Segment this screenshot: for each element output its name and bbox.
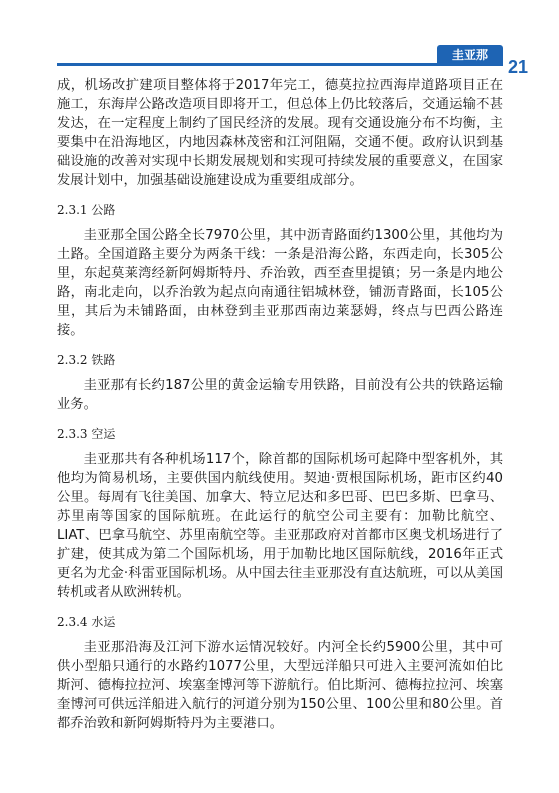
paragraph-road: 圭亚那全国公路全长7970公里，其中沥青路面约1300公里，其他均为土路。全国道路主要分为两条干线：一条是沿海公路，东西走向，长305公里，东起莫莱湾经新阿姆斯特丹、乔治敦，西至查里提镇；另一条是内地公路，南北走向，以乔治敦为起点向南通往铝城林登，铺沥青路面，长105公里，其后为未铺路面，由林登到圭亚那西南边莱瑟姆，终点与巴西公路连接。 <box>57 228 503 338</box>
page-number: 21 <box>508 57 529 77</box>
section-heading-water: 2.3.4 水运 <box>57 615 116 629</box>
section-heading-road: 2.3.1 公路 <box>57 203 116 217</box>
page-content <box>57 76 503 733</box>
paragraph-water: 圭亚那沿海及江河下游水运情况较好。内河全长约5900公里，其中可供小型船只通行的水路约1077公里，大型远洋船只可进入主要河流如伯比斯河、德梅拉拉河、埃塞奎博河等下游航行。伯比斯河、德梅拉拉河、埃塞奎博河可供远洋船进入航行的河道分别为150公里、100公里和80公里。首都乔治敦和新阿姆斯特丹为主要港口。 <box>57 640 503 731</box>
paragraph-rail: 圭亚那有长约187公里的黄金运输专用铁路，目前没有公共的铁路运输业务。 <box>57 378 503 412</box>
paragraph-intro-continued: 成，机场改扩建项目整体将于2017年完工，德莫拉拉西海岸道路项目正在施工，东海岸公路改造项目即将开工，但总体上仍比较落后，交通运输不甚发达，在一定程度上制约了国民经济的发展。现有交通设施分布不均衡，主要集中在沿海地区，内地因森林茂密和江河阻隔，交通不便。政府认识到基础设施的改善对实现中长期发展规划和实现可持续发展的重要意义，在国家发展计划中，加强基础设施建设成为重要组成部分。 <box>57 78 503 188</box>
section-heading-air: 2.3.3 空运 <box>57 427 116 441</box>
section-heading-rail: 2.3.2 铁路 <box>57 353 116 367</box>
paragraph-air: 圭亚那共有各种机场117个，除首都的国际机场可起降中型客机外，其他均为简易机场，主要供国内航线使用。契迪·贾根国际机场，距市区约40公里。每周有飞往美国、加拿大、特立尼达和多巴哥、巴巴多斯、巴拿马、苏里南等国家的国际航班。在此运行的航空公司主要有：加勒比航空、LIAT、巴拿马航空、苏里南航空等。圭亚那政府对首都市区奥戈机场进行了扩建，使其成为第二个国际机场，用于加勒比地区国际航线，2016年正式更名为尤金·科雷亚国际机场。从中国去往圭亚那没有直达航班，可以从美国转机或者从欧洲转机。 <box>57 452 503 600</box>
chapter-tab: 圭亚那 <box>437 45 503 65</box>
